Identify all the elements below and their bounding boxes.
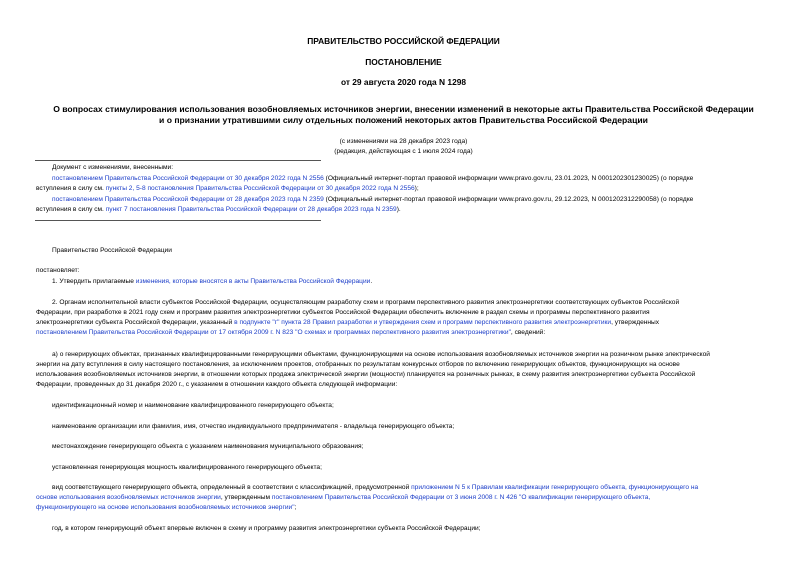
change-entry-2-line-2 [36, 205, 401, 215]
document-date: от 29 августа 2020 года N 1298 [340, 77, 467, 87]
paragraph-2-line-1: 2. Органам исполнительной власти субъектов Российской Федерации, осуществляющим разработку схем и программ перспективного развития электроэнергетики соответствующих субъектов Российской [52, 299, 680, 306]
divider-top [35, 160, 321, 161]
subparagraph-a-line-4: Федерации, проведенных до 31 декабря 2020 г., с указанием в отношении каждого объекта следующей информации: [36, 381, 398, 388]
paragraph-type-line-1 [36, 483, 772, 493]
change-entry-1-text: (Официальный интернет-портал правовой информации www.pravo.gov.ru, 23.01.2023, N 0001202301230025) (о порядке [323, 175, 694, 182]
paragraph-year: год, в котором генерирующий объект впервые включен в схему и программу развития электроэнергетики субъекта Российской Федерации; [52, 525, 481, 532]
subparagraph-a-line-1: а) о генерирующих объектах, признанных квалифицированными генерирующими объектами, функционирующими на основе использования возобновляемых источников энергии на розничном рынке электрической [52, 351, 710, 358]
paragraph-1-end: . [370, 278, 373, 285]
list-item-location: местонахождение генерирующего объекта с указанием наименования муниципального образования; [52, 443, 364, 450]
subparagraph-a-line-3: использования возобновляемых источников энергии, в отношении которых продажа электрической энергии (мощности) планируется на розничных рынках, в схему развития электроэнергетики субъекта Российской [36, 371, 696, 378]
paragraph-type-line-3 [36, 503, 772, 513]
subparagraph-a [36, 350, 772, 390]
link-decree-823[interactable]: постановлением Правительства Российской Федерации от 17 октября 2009 г. N 823 "О схемах и программах перспективного развития электроэнергетики" [36, 329, 511, 336]
paragraph-2-line-2: Федерации, при разработке в 2021 году схем и программ развития электроэнергетики субъектов Российской Федерации обеспечить включение в раздел схемы и программы перспективного развития [36, 309, 650, 316]
link-decree-2359[interactable]: постановлением Правительства Российской Федерации от 28 декабря 2023 года N 2359 [52, 196, 324, 203]
link-decree-426-cont[interactable]: функционирующего на основе использования возобновляемых источников энергии" [36, 504, 295, 511]
link-amendments[interactable]: изменения, которые вносятся в акты Правительства Российской Федерации [135, 278, 371, 285]
document-title [28, 104, 779, 126]
paragraph-type-mid: , утвержденным [220, 494, 272, 501]
government-line: Правительство Российской Федерации [52, 247, 172, 254]
link-decree-2359-point[interactable]: пункт 7 постановления Правительства Российской Федерации от 28 декабря 2023 года N 2359 [105, 206, 397, 213]
paragraph-type-text: вид соответствующего генерирующего объекта, определенный в соответствии с классификацией, предусмотренной [52, 484, 412, 491]
paragraph-1-text: 1. Утвердить прилагаемые [52, 278, 136, 285]
document-type: ПОСТАНОВЛЕНИЕ [365, 57, 442, 67]
change-entry-2-text: (Официальный интернет-портал правовой информации www.pravo.gov.ru, 29.12.2023, N 0001202312290058) (о порядке [323, 196, 694, 203]
change-entry-1-line-1 [52, 174, 772, 184]
title-line-1: О вопросах стимулирования использования возобновляемых источников энергии, внесении изменений в некоторые акты Правительства Российской Федерации [53, 104, 754, 114]
list-item-capacity: установленная генерирующая мощность квалифицированного генерирующего объекта; [52, 464, 322, 471]
change-entry-2-line-1 [52, 195, 772, 205]
edition-note: (редакция, действующая с 1 июля 2024 года) [334, 148, 473, 155]
link-rules-subpoint-g[interactable]: в подпункте "г" пункта 28 Правил разработки и утверждения схем и программ перспективного развития электроэнергетики [234, 319, 612, 326]
changes-intro: Документ с изменениями, внесенными: [52, 164, 174, 171]
change-entry-2-text-c: ). [396, 206, 401, 213]
decrees-line: постановляет: [36, 267, 80, 274]
change-entry-1-line-2 [36, 184, 419, 194]
link-appendix-5-cont[interactable]: основе использования возобновляемых источников энергии [36, 494, 221, 501]
paragraph-type-line-2 [36, 493, 772, 503]
list-item-owner: наименование организации или фамилия, имя, отчество индивидуального предпринимателя - владельца генерирующего объекта; [52, 423, 455, 430]
issuing-authority: ПРАВИТЕЛЬСТВО РОССИЙСКОЙ ФЕДЕРАЦИИ [307, 36, 500, 46]
divider-bottom [35, 220, 321, 221]
paragraph-1 [52, 277, 372, 287]
changes-note: (с изменениями на 28 декабря 2023 года) [339, 138, 468, 145]
paragraph-2-line-3 [36, 318, 772, 328]
link-decree-2556[interactable]: постановлением Правительства Российской Федерации от 30 декабря 2022 года N 2556 [52, 175, 324, 182]
link-appendix-5[interactable]: приложением N 5 к Правилам квалификации генерирующего объекта, функционирующего на [411, 484, 699, 491]
link-decree-2556-points[interactable]: пункты 2, 5-8 постановления Правительства Российской Федерации от 30 декабря 2022 года N 2556 [105, 185, 415, 192]
subparagraph-a-line-2: энергии на дату вступления в силу настоящего постановления, за исключением проектов, отобранных по результатам конкурсных отборов по включению генерирующих объектов, функционирующих на основе [36, 361, 680, 368]
title-line-2: и о признании утратившими силу отдельных положений некоторых актов Правительства Российской Федерации [159, 115, 648, 125]
paragraph-type [36, 483, 772, 513]
list-item-id: идентификационный номер и наименование квалифицированного генерирующего объекта; [52, 402, 334, 409]
paragraph-2 [36, 298, 772, 338]
change-entry-1-text-b: вступления в силу см. [36, 185, 106, 192]
change-entry-2-text-b: вступления в силу см. [36, 206, 106, 213]
paragraph-2-line-3-text: электроэнергетики субъекта Российской Федерации, указанный [36, 319, 235, 326]
paragraph-2-line-4 [36, 328, 772, 338]
paragraph-type-end: ; [294, 504, 297, 511]
paragraph-2-line-3-end: , утвержденных [611, 319, 660, 326]
paragraph-2-line-4-end: , сведений: [510, 329, 546, 336]
change-entry-1-text-c: ); [414, 185, 419, 192]
link-decree-426[interactable]: постановлением Правительства Российской Федерации от 3 июня 2008 г. N 426 "О квалификации генерирующего объекта, [271, 494, 651, 501]
